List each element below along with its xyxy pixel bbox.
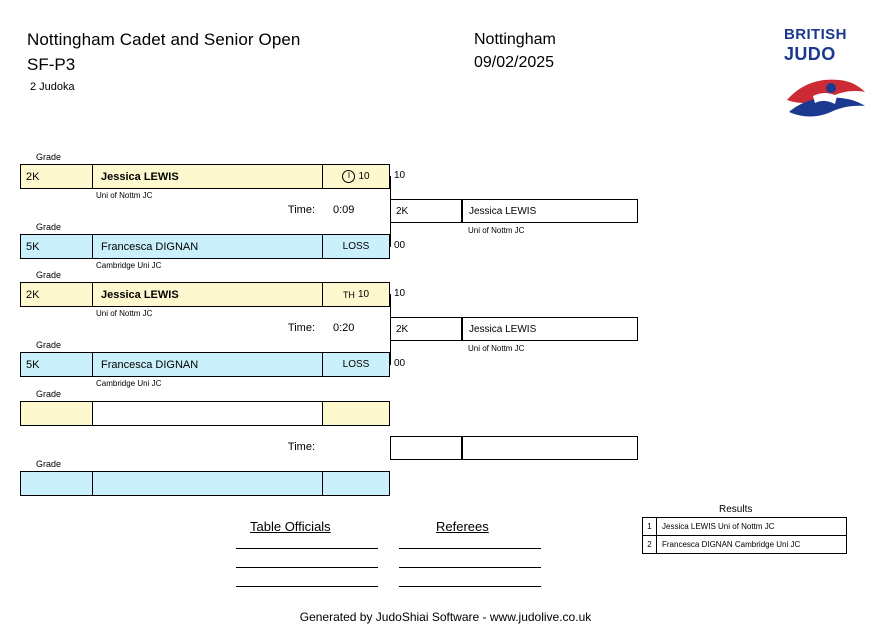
referees-line-1 [399, 548, 541, 549]
results-title: Results [719, 504, 753, 515]
match-1-bottom-name: Francesca DIGNAN [92, 234, 340, 259]
british-judo-logo [779, 26, 871, 126]
referees-line-2 [399, 567, 541, 568]
match-1-top-name: Jessica LEWIS [92, 164, 340, 189]
match-1-time-value: 0:09 [333, 204, 355, 216]
date-label: 09/02/2025 [474, 54, 555, 71]
referees-title: Referees [436, 519, 489, 534]
match-2-bottom-score: LOSS [322, 352, 390, 377]
judoka-count: 2 Judoka [30, 81, 75, 93]
match-3-bottom-grade [20, 471, 98, 496]
table-officials-title: Table Officials [250, 519, 331, 534]
match-3-bottom-name [92, 471, 340, 496]
result-text: Jessica LEWIS Uni of Nottm JC [662, 522, 775, 531]
table-row [643, 518, 846, 536]
result-rank: 1 [643, 518, 657, 535]
venue-label: Nottingham [474, 31, 556, 48]
match-2-winner-grade: 2K [390, 317, 462, 341]
match-1-top-score-text: 10 [358, 171, 370, 182]
match-3-time-label: Time: [287, 441, 315, 453]
ippon-icon: I [342, 170, 355, 183]
tech-icon: TH [342, 289, 355, 300]
match-2-bottom-points: 00 [394, 358, 406, 369]
grade-label-1b: Grade [36, 222, 62, 232]
result-rank: 2 [643, 536, 657, 553]
result-text: Francesca DIGNAN Cambridge Uni JC [662, 540, 801, 549]
grade-label-2b: Grade [36, 340, 62, 350]
grade-label-3b: Grade [36, 459, 62, 469]
match-1-bottom-club: Cambridge Uni JC [96, 261, 162, 270]
match-3-winner-grade [390, 436, 462, 460]
match-2-winner-club: Uni of Nottm JC [468, 344, 525, 353]
pool-label: SF-P3 [27, 55, 76, 74]
match-2-top-name: Jessica LEWIS [92, 282, 340, 307]
match-3-top-grade [20, 401, 98, 426]
match-2-bottom-grade: 5K [20, 352, 98, 377]
table-officials-line-3 [236, 586, 378, 587]
match-1-winner-grade: 2K [390, 199, 462, 223]
match-1-winner-club: Uni of Nottm JC [468, 226, 525, 235]
match-2-top-points: 10 [394, 288, 406, 299]
match-2-winner-name: Jessica LEWIS [462, 317, 638, 341]
match-1-bottom-points: 00 [394, 240, 406, 251]
referees-line-3 [399, 586, 541, 587]
match-1-time-label: Time: [287, 204, 315, 216]
match-2-bottom-name: Francesca DIGNAN [92, 352, 340, 377]
match-1-top-grade: 2K [20, 164, 98, 189]
page-title: Nottingham Cadet and Senior Open [27, 30, 301, 49]
match-3-bottom-score [322, 471, 390, 496]
match-2-top-score-text: 10 [357, 289, 370, 300]
logo-text-judo: JUDO [784, 44, 836, 64]
match-2-time-label: Time: [287, 322, 315, 334]
table-officials-line-2 [236, 567, 378, 568]
grade-label-1a: Grade [36, 152, 62, 162]
match-3-top-score [322, 401, 390, 426]
match-1-bottom-score: LOSS [322, 234, 390, 259]
match-2-top-score [322, 282, 390, 307]
judoka-figure-icon [779, 66, 871, 126]
grade-label-3a: Grade [36, 389, 62, 399]
match-1-top-score [322, 164, 390, 189]
logo-text-british: BRITISH [784, 26, 847, 43]
match-3-top-name [92, 401, 340, 426]
table-row [643, 536, 846, 553]
match-1-bottom-grade: 5K [20, 234, 98, 259]
match-1-winner-name: Jessica LEWIS [462, 199, 638, 223]
match-2-time-value: 0:20 [333, 322, 355, 334]
match-2-bottom-club: Cambridge Uni JC [96, 379, 162, 388]
results-table [642, 517, 847, 554]
match-1-top-club: Uni of Nottm JC [96, 191, 153, 200]
table-officials-line-1 [236, 548, 378, 549]
footer-text: Generated by JudoShiai Software - www.judolive.co.uk [299, 610, 592, 624]
match-2-top-grade: 2K [20, 282, 98, 307]
match-2-top-club: Uni of Nottm JC [96, 309, 153, 318]
grade-label-2a: Grade [36, 270, 62, 280]
match-3-winner-name [462, 436, 638, 460]
match-1-top-points: 10 [394, 170, 406, 181]
